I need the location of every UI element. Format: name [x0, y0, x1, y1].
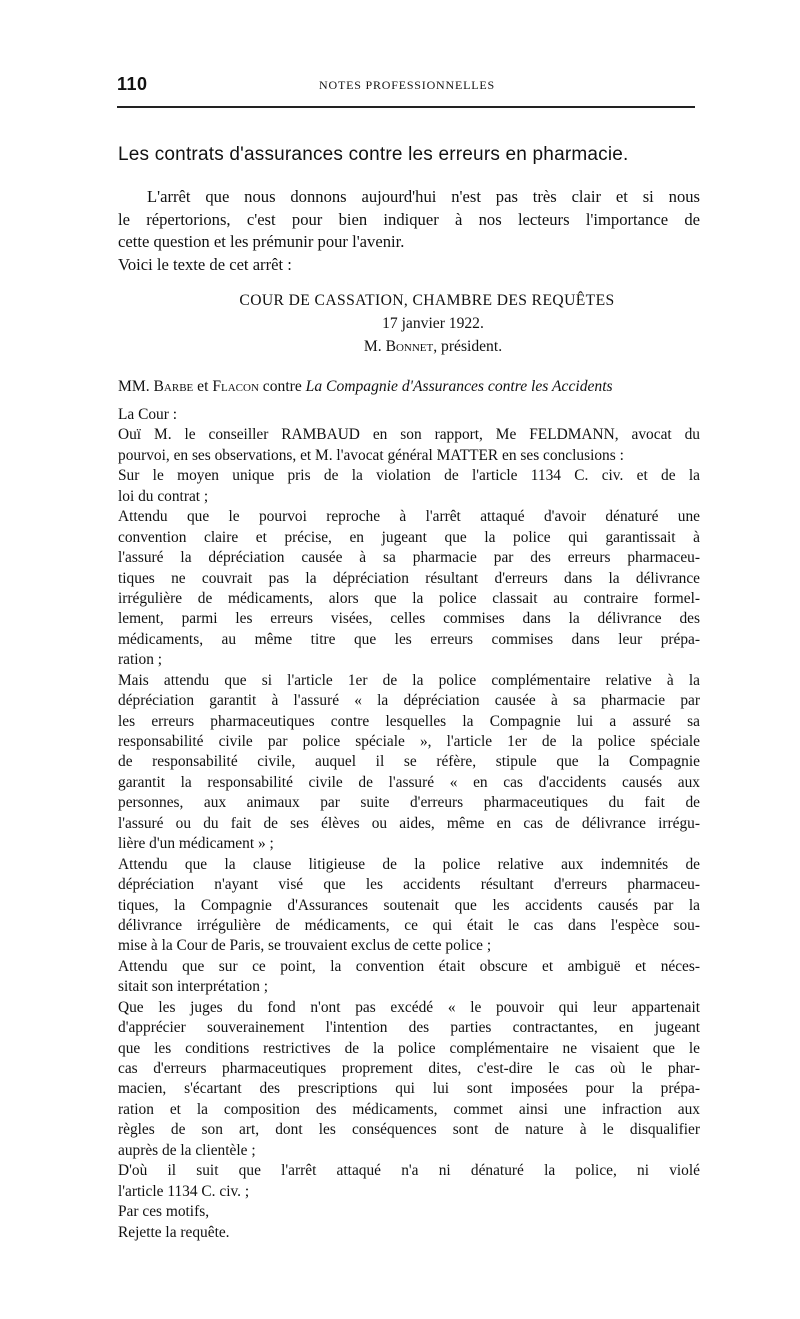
page-header: [117, 74, 702, 98]
paragraph-line: Attendu que le pourvoi reproche à l'arrêt attaqué d'avoir dénaturé une: [118, 508, 700, 526]
paragraph-line: Attendu que sur ce point, la convention était obscure et ambiguë et néces-: [118, 957, 700, 975]
paragraph-line: que les conditions restrictives de la police complémentaire ne visaient que le: [118, 1039, 700, 1057]
president-name: Bonnet: [385, 338, 434, 355]
paragraph-line: garantit la responsabilité civile de l'assuré « en cas d'accidents causés aux: [118, 773, 700, 791]
parties-line: MM. Barbe et Flacon contre La Compagnie d'Assurances contre les Accidents: [118, 378, 613, 395]
paragraph-line: Par ces motifs,: [118, 1203, 210, 1221]
paragraph-line: d'apprécier souverainement l'intention des parties contractantes, en jugeant: [118, 1019, 700, 1037]
paragraph-line: responsabilité civile par police spéciale », l'article 1er de la police spéciale: [118, 733, 700, 750]
judgment-paragraph: [118, 671, 700, 855]
paragraph-line: de responsabilité civile, auquel il se réfère, stipule que la Compagnie: [118, 753, 700, 771]
paragraph-line: Rejette la requête.: [118, 1223, 230, 1241]
paragraph-line: délivrance irrégulière de médicaments, ce qui était le cas dans l'espèce sou-: [118, 916, 700, 934]
intro-line: le répertorions, c'est pour bien indiquer à nos lecteurs l'importance de: [118, 209, 700, 229]
paragraph-line: Ouï M. le conseiller RAMBAUD en son rapport, Me FELDMANN, avocat du: [118, 426, 700, 444]
paragraph-line: cas d'erreurs pharmaceutiques proprement dites, c'est-dire le cas où le phar-: [118, 1060, 700, 1077]
party-name: Flacon: [212, 378, 259, 395]
paragraph-line: ration ;: [118, 651, 163, 669]
paragraph-line: loi du contrat ;: [118, 487, 209, 505]
judgment-paragraph: [118, 957, 700, 998]
paragraph-line: lière d'un médicament » ;: [118, 835, 274, 853]
paragraph-line: l'assuré la dépréciation causée à sa pharmacie par des erreurs pharmaceu-: [118, 549, 700, 567]
paragraph-line: dépréciation garantit à l'assuré « la dépréciation causée à sa pharmacie par: [118, 692, 700, 710]
judgment-paragraph: [118, 425, 700, 466]
paragraph-line: tiques ne couvrait pas la dépréciation résultant d'erreurs dans la délivrance: [118, 569, 700, 587]
judgment-text: [118, 405, 700, 1243]
paragraph-line: irrégulière de médicaments, alors que la police classait au contraire formel-: [118, 589, 700, 607]
judgment-paragraph: [118, 1202, 700, 1222]
court-heading: [118, 292, 698, 356]
paragraph-line: tiques, la Compagnie d'Assurances soutenait que les accidents causés par la: [118, 896, 700, 914]
paragraph-line: médicaments, au même titre que les erreurs commises dans leur prépa-: [118, 630, 700, 648]
paragraph-line: sitait son interprétation ;: [118, 978, 269, 996]
defendant-name: La Compagnie d'Assurances contre les Accidents: [305, 378, 613, 395]
intro-section: [118, 186, 700, 276]
article-title: Les contrats d'assurances contre les erreurs en pharmacie.: [118, 144, 629, 165]
judgment-paragraph: [118, 507, 700, 671]
paragraph-line: Que les juges du fond n'ont pas excédé « le pouvoir qui leur appartenait: [118, 998, 700, 1016]
paragraph-line: auprès de la clientèle ;: [118, 1141, 256, 1159]
paragraph-line: l'assuré ou du fait de ses élèves ou aides, même en cas de délivrance irrégu-: [118, 814, 700, 832]
judgment-paragraph: [118, 998, 700, 1162]
paragraph-line: Mais attendu que si l'article 1er de la police complémentaire relative à la: [118, 671, 700, 689]
intro-line: cette question et les prémunir pour l'avenir.: [118, 232, 405, 252]
judgment-paragraph: [118, 1223, 700, 1243]
paragraph-line: macien, s'écartant des prescriptions qui lui sont imposées pour la prépa-: [118, 1080, 700, 1098]
intro-line: Voici le texte de cet arrêt :: [118, 254, 292, 274]
header-rule: [117, 106, 695, 108]
paragraph-line: D'où il suit que l'arrêt attaqué n'a ni dénaturé la police, ni violé: [118, 1162, 700, 1180]
court-president: M. Bonnet, président.: [363, 338, 503, 355]
judgment-paragraph: [118, 1161, 700, 1202]
paragraph-line: ration et la composition des médicaments, commet ainsi une infraction aux: [118, 1100, 700, 1118]
paragraph-line: les erreurs pharmaceutiques contre lesquelles la Compagnie lui a assuré sa: [118, 712, 700, 730]
judgment-paragraph: [118, 405, 700, 425]
paragraph-line: pourvoi, en ses observations, et M. l'avocat général MATTER en ses conclusions :: [118, 446, 624, 464]
paragraph-line: lement, parmi les erreurs visées, celles commises dans la délivrance des: [118, 610, 700, 628]
paragraph-line: La Cour :: [118, 406, 177, 423]
judgment-paragraph: [118, 855, 700, 957]
paragraph-line: dépréciation n'ayant visé que les accidents résultant d'erreurs pharmaceu-: [118, 876, 700, 894]
decision-date: 17 janvier 1922.: [382, 315, 484, 332]
paragraph-line: Sur le moyen unique pris de la violation de l'article 1134 C. civ. et de la: [118, 467, 700, 485]
running-title: NOTES PROFESSIONNELLES: [319, 78, 495, 92]
paragraph-line: mise à la Cour de Paris, se trouvaient exclus de cette police ;: [118, 937, 492, 955]
paragraph-line: personnes, aux animaux par suite d'erreurs pharmaceutiques du fait de: [118, 794, 700, 812]
court-name: COUR DE CASSATION, CHAMBRE DES REQUÊTES: [239, 292, 615, 309]
paragraph-line: convention claire et précise, en jugeant que la police qui garantissait à: [118, 528, 700, 546]
paragraph-line: Attendu que la clause litigieuse de la police relative aux indemnités de: [118, 855, 700, 873]
paragraph-line: l'article 1134 C. civ. ;: [118, 1182, 250, 1200]
intro-line: L'arrêt que nous donnons aujourd'hui n'est pas très clair et si nous: [147, 187, 700, 206]
judgment-paragraph: [118, 466, 700, 507]
page-number: 110: [117, 74, 148, 94]
paragraph-line: règles de son art, dont les conséquences sont de nature à le disqualifier: [118, 1121, 700, 1139]
party-name: Barbe: [153, 378, 194, 395]
